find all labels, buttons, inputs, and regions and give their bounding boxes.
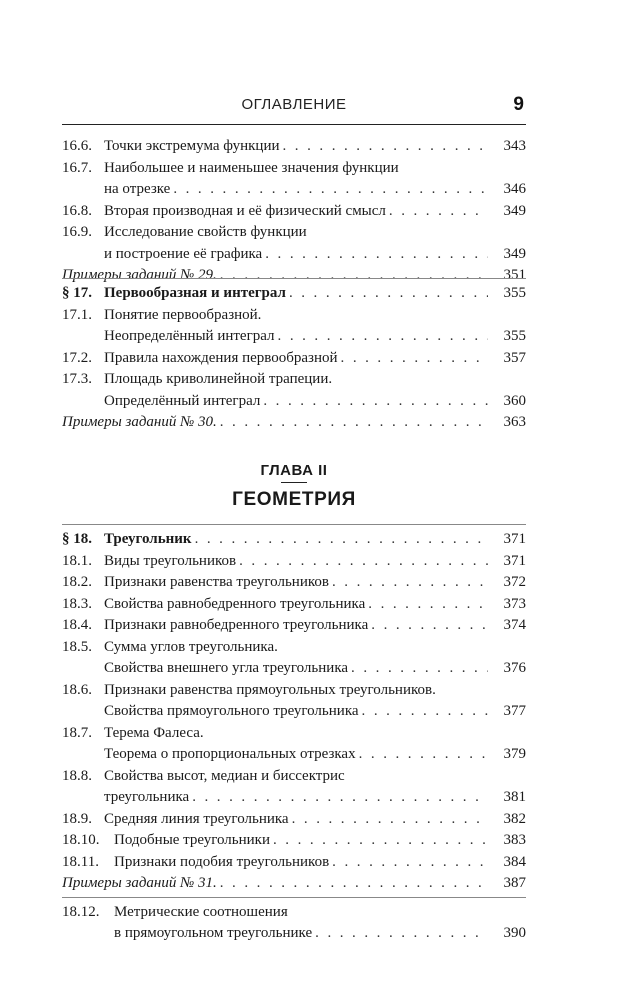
- dot-leader: [351, 658, 488, 680]
- toc-entry-number: 18.2.: [62, 574, 92, 590]
- dot-leader: [362, 701, 488, 723]
- toc-entry: [62, 852, 526, 874]
- toc-entry-title: Сумма углов треугольника.: [104, 637, 281, 659]
- toc-entry-title: Свойства внешнего угла треугольника: [104, 658, 351, 680]
- toc-entry-number: 18.6.: [62, 681, 92, 698]
- toc-entry-title: Свойства равнобедренного треугольника: [104, 594, 368, 616]
- toc-entry-title: Средняя линия треугольника: [104, 809, 292, 831]
- toc-entry-page: 355: [488, 326, 526, 348]
- dot-leader: [192, 787, 488, 809]
- toc-entry: [62, 744, 526, 766]
- toc-entry-number: 18.10.: [62, 832, 100, 848]
- toc-entry-title: Теорема о пропорциональных отрезках: [104, 744, 359, 766]
- toc-entry-title: Свойства высот, медиан и биссектрис: [104, 766, 348, 788]
- toc-entry-title: Примеры заданий № 29.: [62, 265, 220, 287]
- section-divider: [62, 278, 526, 279]
- toc-entry: [62, 348, 526, 370]
- toc-entry-title: Понятие первообразной.: [104, 305, 264, 327]
- toc-entry-page: 373: [488, 594, 526, 616]
- section-divider: [62, 897, 526, 898]
- toc-entry-number: 18.5.: [62, 638, 92, 655]
- toc-entry-title: и построение её графика: [104, 244, 265, 266]
- toc-entry-page: 349: [488, 244, 526, 266]
- dot-leader: [292, 809, 488, 831]
- toc-entry-title: Площадь криволинейной трапеции.: [104, 369, 335, 391]
- toc-entry: [62, 305, 526, 327]
- toc-entry: [62, 766, 526, 788]
- toc-entry-number: 16.6.: [62, 138, 92, 154]
- toc-entry-title: Правила нахождения первообразной: [104, 348, 341, 370]
- toc-entry: [62, 572, 526, 594]
- toc-entry-title: Точки экстремума функции: [104, 136, 283, 158]
- toc-entry-title: Подобные треугольники: [114, 830, 273, 852]
- dot-leader: [389, 201, 488, 223]
- toc-entry-title: Исследование свойств функции: [104, 222, 310, 244]
- toc-entry-number: 16.8.: [62, 202, 92, 219]
- dot-leader: [265, 244, 488, 266]
- toc-entry-page: 376: [488, 658, 526, 680]
- toc-entry-page: 379: [488, 744, 526, 766]
- toc-entry-page: 355: [488, 283, 526, 305]
- toc-entry: [62, 723, 526, 745]
- dot-leader: [332, 572, 488, 594]
- dot-leader: [332, 852, 488, 874]
- toc-entry-number: § 17.: [62, 285, 92, 301]
- chapter-dash: [281, 482, 307, 483]
- chapter-label: ГЛАВА II: [260, 462, 328, 479]
- toc-entry-title: Свойства прямоугольного треугольника: [104, 701, 362, 723]
- toc-entry: [62, 326, 526, 348]
- toc-entry-title: Признаки равенства прямоугольных треугольников.: [104, 680, 439, 702]
- chapter-title: ГЕОМЕТРИЯ: [232, 489, 356, 510]
- toc-entry: [62, 701, 526, 723]
- toc-entry-number: 18.9.: [62, 810, 92, 827]
- toc-section-16: [62, 136, 526, 287]
- toc-entry-number: 17.3.: [62, 371, 92, 387]
- chapter-heading: [62, 462, 526, 511]
- toc-entry: [62, 283, 526, 305]
- section-divider: [62, 524, 526, 525]
- toc-section-17: [62, 276, 526, 434]
- toc-entry-number: 18.3.: [62, 595, 92, 612]
- toc-entry-page: 346: [488, 179, 526, 201]
- toc-entry-title: Определённый интеграл: [104, 391, 263, 413]
- toc-entry: [62, 923, 526, 945]
- toc-entry-title: Признаки равенства треугольников: [104, 572, 332, 594]
- toc-entry: [62, 637, 526, 659]
- toc-entry-number: 18.7.: [62, 724, 92, 741]
- toc-entry-title: Терема Фалеса.: [104, 723, 207, 745]
- toc-entry-page: 357: [488, 348, 526, 370]
- toc-entry-page: 390: [488, 923, 526, 945]
- dot-leader: [283, 136, 489, 158]
- toc-entry: [62, 529, 526, 551]
- toc-entry-number: 16.7.: [62, 159, 92, 176]
- toc-entry-number: 18.12.: [62, 903, 100, 920]
- toc-entry-title: Примеры заданий № 31.: [62, 873, 220, 895]
- toc-entry: [62, 680, 526, 702]
- toc-entry: [62, 222, 526, 244]
- toc-section-18: [62, 522, 526, 945]
- toc-examples-entry: [62, 412, 526, 434]
- toc-entry-title: Первообразная и интеграл: [104, 283, 289, 305]
- toc-entry-title: Треугольник: [104, 529, 195, 551]
- toc-entry: [62, 902, 526, 924]
- toc-entry-number: 18.1.: [62, 552, 92, 569]
- toc-entry-title: Метрические соотношения: [114, 902, 291, 924]
- dot-leader: [289, 283, 488, 305]
- toc-entry-title: Неопределённый интеграл: [104, 326, 278, 348]
- toc-entry-page: 351: [488, 265, 526, 287]
- header-rule: [62, 124, 526, 125]
- dot-leader: [359, 744, 488, 766]
- toc-entry-page: 381: [488, 787, 526, 809]
- toc-entry-page: 360: [488, 391, 526, 413]
- toc-entry: [62, 787, 526, 809]
- toc-entry: [62, 391, 526, 413]
- toc-entry-title: Признаки подобия треугольников: [114, 852, 332, 874]
- toc-entry: [62, 809, 526, 831]
- toc-entry-number: 17.1.: [62, 306, 92, 323]
- toc-entry: [62, 658, 526, 680]
- toc-entry-page: 384: [488, 852, 526, 874]
- toc-entry: [62, 136, 526, 158]
- toc-entry: [62, 179, 526, 201]
- toc-entry-number: 18.4.: [62, 617, 92, 633]
- page-number: 9: [513, 94, 524, 115]
- dot-leader: [173, 179, 488, 201]
- toc-entry-title: треугольника: [104, 787, 192, 809]
- toc-entry-number: 17.2.: [62, 349, 92, 366]
- toc-entry: [62, 158, 526, 180]
- dot-leader: [278, 326, 488, 348]
- toc-entry-title: Примеры заданий № 30.: [62, 412, 220, 434]
- toc-entry-page: 349: [488, 201, 526, 223]
- toc-entry-page: 343: [488, 136, 526, 158]
- dot-leader: [315, 923, 488, 945]
- toc-entry-page: 387: [488, 873, 526, 895]
- toc-entry-number: 16.9.: [62, 224, 92, 240]
- running-head: [62, 94, 526, 120]
- toc-entry-title: на отрезке: [104, 179, 173, 201]
- toc-examples-entry: [62, 873, 526, 895]
- toc-entry-title: Наибольшее и наименьшее значения функции: [104, 158, 402, 180]
- dot-leader: [220, 412, 488, 434]
- dot-leader: [273, 830, 488, 852]
- dot-leader: [239, 551, 488, 573]
- dot-leader: [263, 391, 488, 413]
- toc-entry-page: 371: [488, 529, 526, 551]
- toc-entry-number: 18.8.: [62, 767, 92, 784]
- toc-entry: [62, 201, 526, 223]
- toc-entry-title: Виды треугольников: [104, 551, 239, 573]
- dot-leader: [220, 873, 488, 895]
- toc-entry-page: 382: [488, 809, 526, 831]
- toc-entry: [62, 244, 526, 266]
- toc-entry-page: 377: [488, 701, 526, 723]
- toc-entry: [62, 369, 526, 391]
- toc-entry-title: в прямоугольном треугольнике: [114, 923, 315, 945]
- dot-leader: [341, 348, 488, 370]
- toc-entry: [62, 830, 526, 852]
- toc-entry-page: 371: [488, 551, 526, 573]
- toc-entry: [62, 594, 526, 616]
- dot-leader: [195, 529, 488, 551]
- toc-entry-number: § 18.: [62, 531, 92, 547]
- toc-entry-title: Вторая производная и её физический смысл: [104, 201, 389, 223]
- toc-entry-page: 372: [488, 572, 526, 594]
- toc-entry: [62, 615, 526, 637]
- dot-leader: [371, 615, 488, 637]
- toc-entry-title: Признаки равнобедренного треугольника: [104, 615, 371, 637]
- toc-entry-page: 363: [488, 412, 526, 434]
- toc-entry: [62, 551, 526, 573]
- dot-leader: [368, 594, 488, 616]
- toc-entry-page: 374: [488, 615, 526, 637]
- running-title: ОГЛАВЛЕНИЕ: [241, 96, 347, 113]
- toc-entry-number: 18.11.: [62, 853, 99, 870]
- toc-entry-page: 383: [488, 830, 526, 852]
